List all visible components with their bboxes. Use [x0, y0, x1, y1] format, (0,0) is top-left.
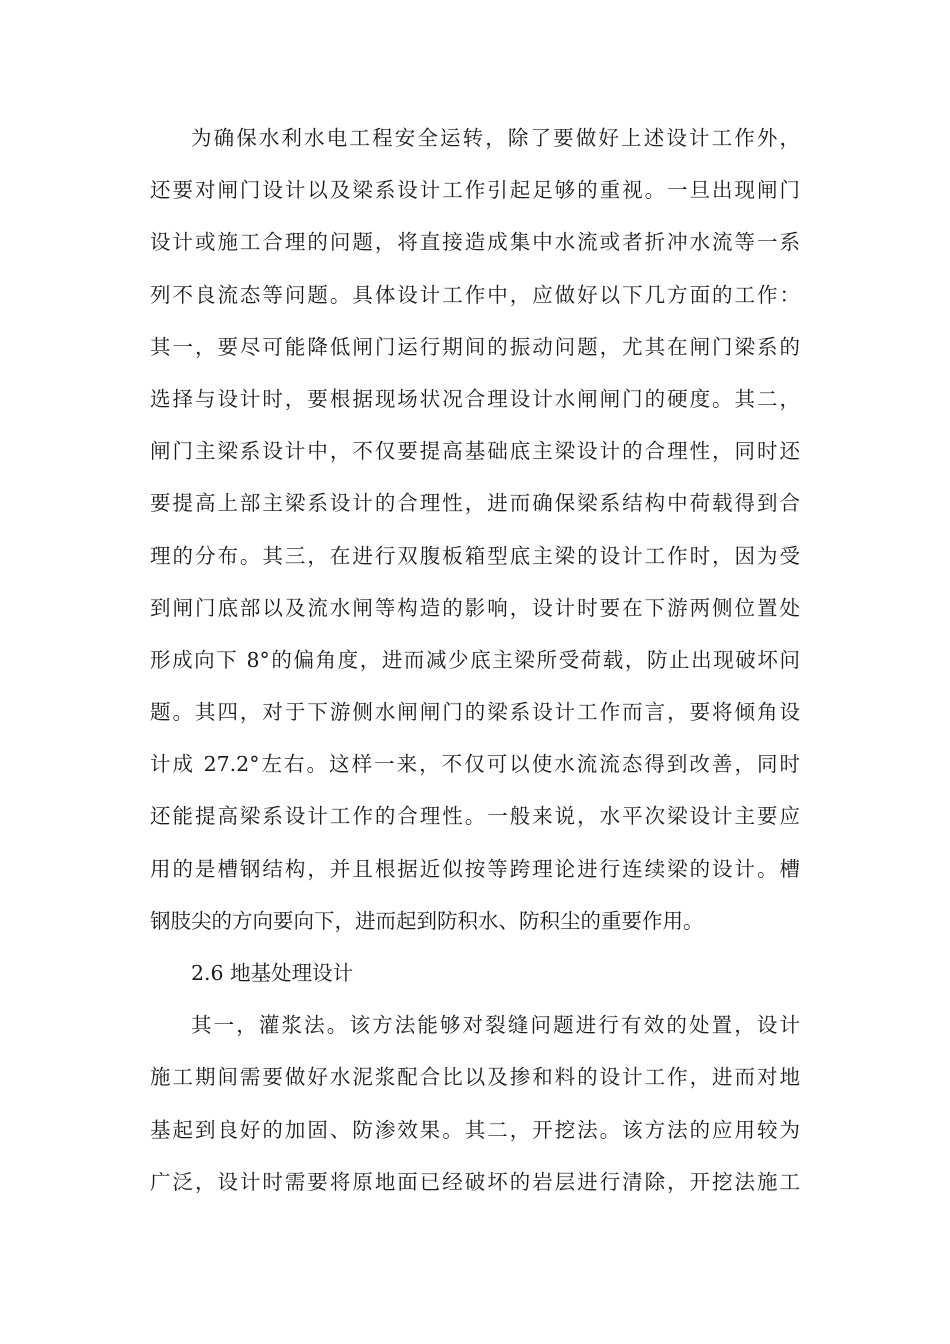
- paragraph-line: 计成 27.2°左右。这样一来，不仅可以使水流流态得到改善，同时: [150, 752, 800, 777]
- paragraph-line: 基起到良好的加固、防渗效果。其二，开挖法。该方法的应用较为: [150, 1117, 800, 1142]
- paragraph-line: 其一，灌浆法。该方法能够对裂缝问题进行有效的处置，设计: [191, 1013, 800, 1038]
- paragraph-line: 理的分布。其三，在进行双腹板箱型底主梁的设计工作时，因为受: [150, 543, 800, 568]
- paragraph-line: 还要对闸门设计以及梁系设计工作引起足够的重视。一旦出现闸门: [150, 178, 800, 203]
- paragraph-line: 到闸门底部以及流水闸等构造的影响，设计时要在下游两侧位置处: [150, 595, 800, 620]
- paragraph-foundation-treatment: [150, 999, 800, 1208]
- paragraph-line: 闸门主梁系设计中，不仅要提高基础底主梁设计的合理性，同时还: [150, 439, 800, 464]
- section-heading: 2.6 地基处理设计: [191, 961, 354, 985]
- paragraph-line: 还能提高梁系设计工作的合理性。一般来说，水平次梁设计主要应: [150, 804, 800, 829]
- paragraph-line: 列不良流态等问题。具体设计工作中，应做好以下几方面的工作：: [150, 282, 800, 307]
- paragraph-gate-design: [150, 112, 800, 947]
- paragraph-line: 要提高上部主梁系设计的合理性，进而确保梁系结构中荷载得到合: [150, 491, 800, 516]
- document-body: [150, 112, 800, 1208]
- paragraph-line: 用的是槽钢结构，并且根据近似按等跨理论进行连续梁的设计。槽: [150, 856, 800, 881]
- paragraph-line: 选择与设计时，要根据现场状况合理设计水闸闸门的硬度。其二，: [150, 386, 800, 411]
- paragraph-line: 其一，要尽可能降低闸门运行期间的振动问题，尤其在闸门梁系的: [150, 334, 800, 359]
- paragraph-line: 设计或施工合理的问题，将直接造成集中水流或者折冲水流等一系: [150, 230, 800, 255]
- paragraph-line: 题。其四，对于下游侧水闸闸门的梁系设计工作而言，要将倾角设: [150, 700, 800, 725]
- paragraph-line: 形成向下 8°的偏角度，进而减少底主梁所受荷载，防止出现破坏问: [150, 647, 800, 672]
- paragraph-line: 施工期间需要做好水泥浆配合比以及掺和料的设计工作，进而对地: [150, 1065, 800, 1090]
- paragraph-line: 广泛，设计时需要将原地面已经破坏的岩层进行清除，开挖法施工: [150, 1169, 800, 1194]
- paragraph-line: 钢肢尖的方向要向下，进而起到防积水、防积尘的重要作用。: [150, 908, 704, 933]
- paragraph-line: 为确保水利水电工程安全运转，除了要做好上述设计工作外，: [191, 126, 800, 150]
